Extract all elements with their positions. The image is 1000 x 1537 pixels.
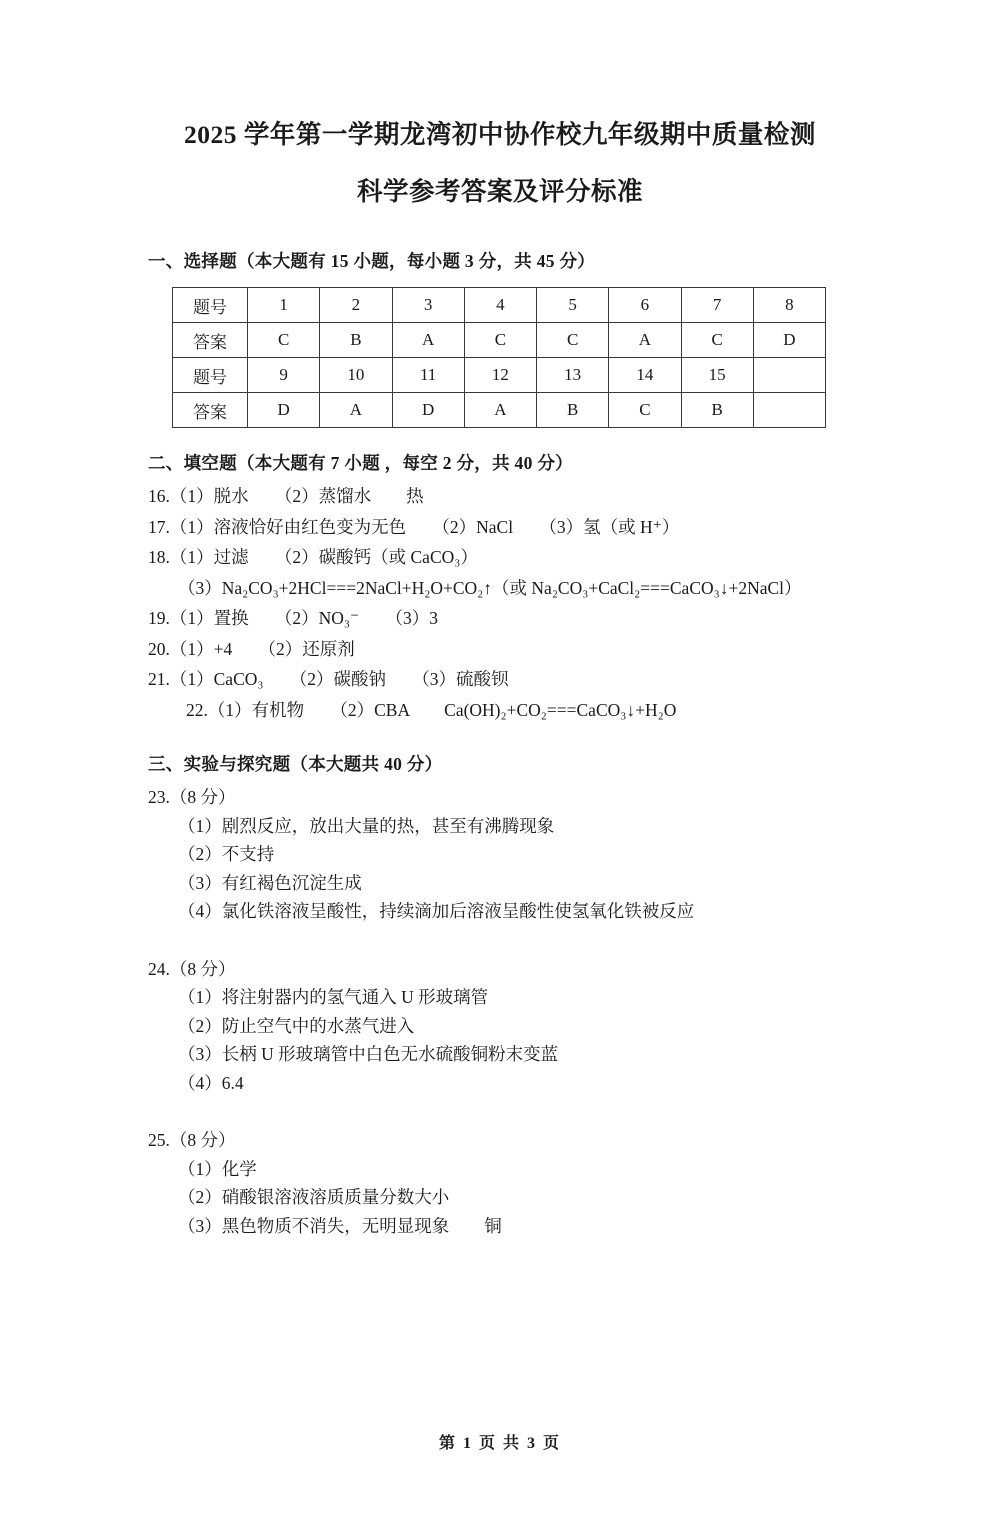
table-cell: D <box>753 323 825 358</box>
answer-item-20 <box>148 638 1000 659</box>
answer-item-text: （1）溶液恰好由红色变为无色 （2）NaCl （3）氢（或 H⁺） <box>169 516 680 537</box>
table-cell: 11 <box>392 358 464 393</box>
answer-table-wrapper <box>172 287 1000 428</box>
answer-item-22 <box>186 699 1000 720</box>
table-cell <box>753 393 825 428</box>
table-cell: 14 <box>609 358 681 393</box>
table-cell: 13 <box>537 358 609 393</box>
table-cell: 8 <box>753 288 825 323</box>
table-cell: A <box>464 393 536 428</box>
question-25-number: 25.（8 分） <box>148 1130 236 1150</box>
table-cell: 5 <box>537 288 609 323</box>
table-cell: 6 <box>609 288 681 323</box>
table-cell: C <box>609 393 681 428</box>
answer-item-18 <box>148 549 1000 567</box>
table-row-label: 题号 <box>173 358 248 393</box>
table-cell: D <box>392 393 464 428</box>
section-1-heading: 一、选择题（本大题有 15 小题，每小题 3 分，共 45 分） <box>148 251 596 271</box>
answer-item-number: 17. <box>148 516 170 537</box>
table-cell: C <box>537 323 609 358</box>
table-cell: D <box>248 393 320 428</box>
answer-item-text: （1）置换 （2）NO₃⁻ （3）3 <box>169 608 438 628</box>
answer-item-number: 19. <box>148 608 170 628</box>
question-25-answer-3: （3）黑色物质不消失，无明显现象 铜 <box>178 1215 502 1236</box>
table-row-label: 答案 <box>173 323 248 358</box>
table-cell: A <box>392 323 464 358</box>
table-cell: C <box>464 323 536 358</box>
answer-item-number: 21. <box>148 669 170 689</box>
table-cell: 3 <box>392 288 464 323</box>
question-25-answer-1: （1）化学 <box>178 1158 257 1179</box>
question-24-answer-2: （2）防止空气中的水蒸气进入 <box>178 1015 415 1036</box>
document-page <box>0 122 1000 1537</box>
table-cell: B <box>681 393 753 428</box>
answer-item-text: （1）过滤 （2）碳酸钙（或 CaCO₃） <box>169 547 478 567</box>
answer-item-19 <box>148 610 1000 628</box>
table-row <box>173 358 826 393</box>
question-23-answer-3: （3）有红褐色沉淀生成 <box>178 872 362 893</box>
table-cell: 2 <box>320 288 392 323</box>
question-23-answer-4: （4）氯化铁溶液呈酸性，持续滴加后溶液呈酸性使氢氧化铁被反应 <box>178 901 695 921</box>
question-23-number: 23.（8 分） <box>148 787 236 807</box>
question-24-answer-1: （1）将注射器内的氢气通入 U 形玻璃管 <box>178 987 489 1007</box>
answer-item-text: （1）脱水 （2）蒸馏水 热 <box>169 486 424 506</box>
section-2-heading: 二、填空题（本大题有 7 小题 ，每空 2 分，共 40 分） <box>148 453 573 473</box>
table-cell: A <box>609 323 681 358</box>
answer-item-text: （1）有机物 （2）CBA Ca(OH)₂+CO₂===CaCO₃↓+H₂O <box>207 699 677 720</box>
table-cell: 1 <box>248 288 320 323</box>
table-cell <box>753 358 825 393</box>
answer-item-text: （1）+4 （2）还原剂 <box>169 638 355 659</box>
question-24-answer-3: （3）长柄 U 形玻璃管中白色无水硫酸铜粉末变蓝 <box>178 1044 559 1064</box>
question-24-answer-4: （4）6.4 <box>178 1072 244 1093</box>
answer-item-number: 18. <box>148 547 170 567</box>
answer-item-21 <box>148 671 1000 689</box>
table-cell: C <box>248 323 320 358</box>
table-cell: C <box>681 323 753 358</box>
answer-item-18-part-3 <box>178 577 1000 598</box>
table-cell: A <box>320 393 392 428</box>
table-row-label: 题号 <box>173 288 248 323</box>
question-23-answer-2: （2）不支持 <box>178 844 275 864</box>
table-row <box>173 323 826 358</box>
answer-item-text: （1）CaCO₃ （2）碳酸钠 （3）硫酸钡 <box>169 669 509 689</box>
table-cell: 12 <box>464 358 536 393</box>
document-title-line-1: 2025 学年第一学期龙湾初中协作校九年级期中质量检测 <box>184 120 816 149</box>
question-24-number: 24.（8 分） <box>148 958 236 979</box>
answer-item-17 <box>148 516 1000 537</box>
answer-item-number: 20. <box>148 638 170 659</box>
answer-item-number: 16. <box>148 486 170 506</box>
answer-item-16 <box>148 488 1000 506</box>
table-row-label: 答案 <box>173 393 248 428</box>
table-cell: 10 <box>320 358 392 393</box>
table-cell: B <box>537 393 609 428</box>
question-25-answer-2: （2）硝酸银溶液溶质质量分数大小 <box>178 1187 450 1207</box>
document-title-line-2: 科学参考答案及评分标准 <box>356 176 643 206</box>
section-3-heading: 三、实验与探究题（本大题共 40 分） <box>148 754 443 774</box>
table-cell: 15 <box>681 358 753 393</box>
table-cell: 9 <box>248 358 320 393</box>
table-row <box>173 288 826 323</box>
answer-item-text: （3）Na₂CO₃+2HCl===2NaCl+H₂O+CO₂↑（或 Na₂CO₃+CaCl₂===CaCO₃↓+2NaCl） <box>178 577 802 598</box>
table-cell: B <box>320 323 392 358</box>
table-cell: 4 <box>464 288 536 323</box>
page-footer: 第 1 页 共 3 页 <box>438 1435 561 1452</box>
multiple-choice-answer-table <box>172 287 826 428</box>
answer-item-number: 22. <box>186 699 208 720</box>
table-row <box>173 393 826 428</box>
question-23-answer-1: （1）剧烈反应，放出大量的热，甚至有沸腾现象 <box>178 815 555 836</box>
table-cell: 7 <box>681 288 753 323</box>
